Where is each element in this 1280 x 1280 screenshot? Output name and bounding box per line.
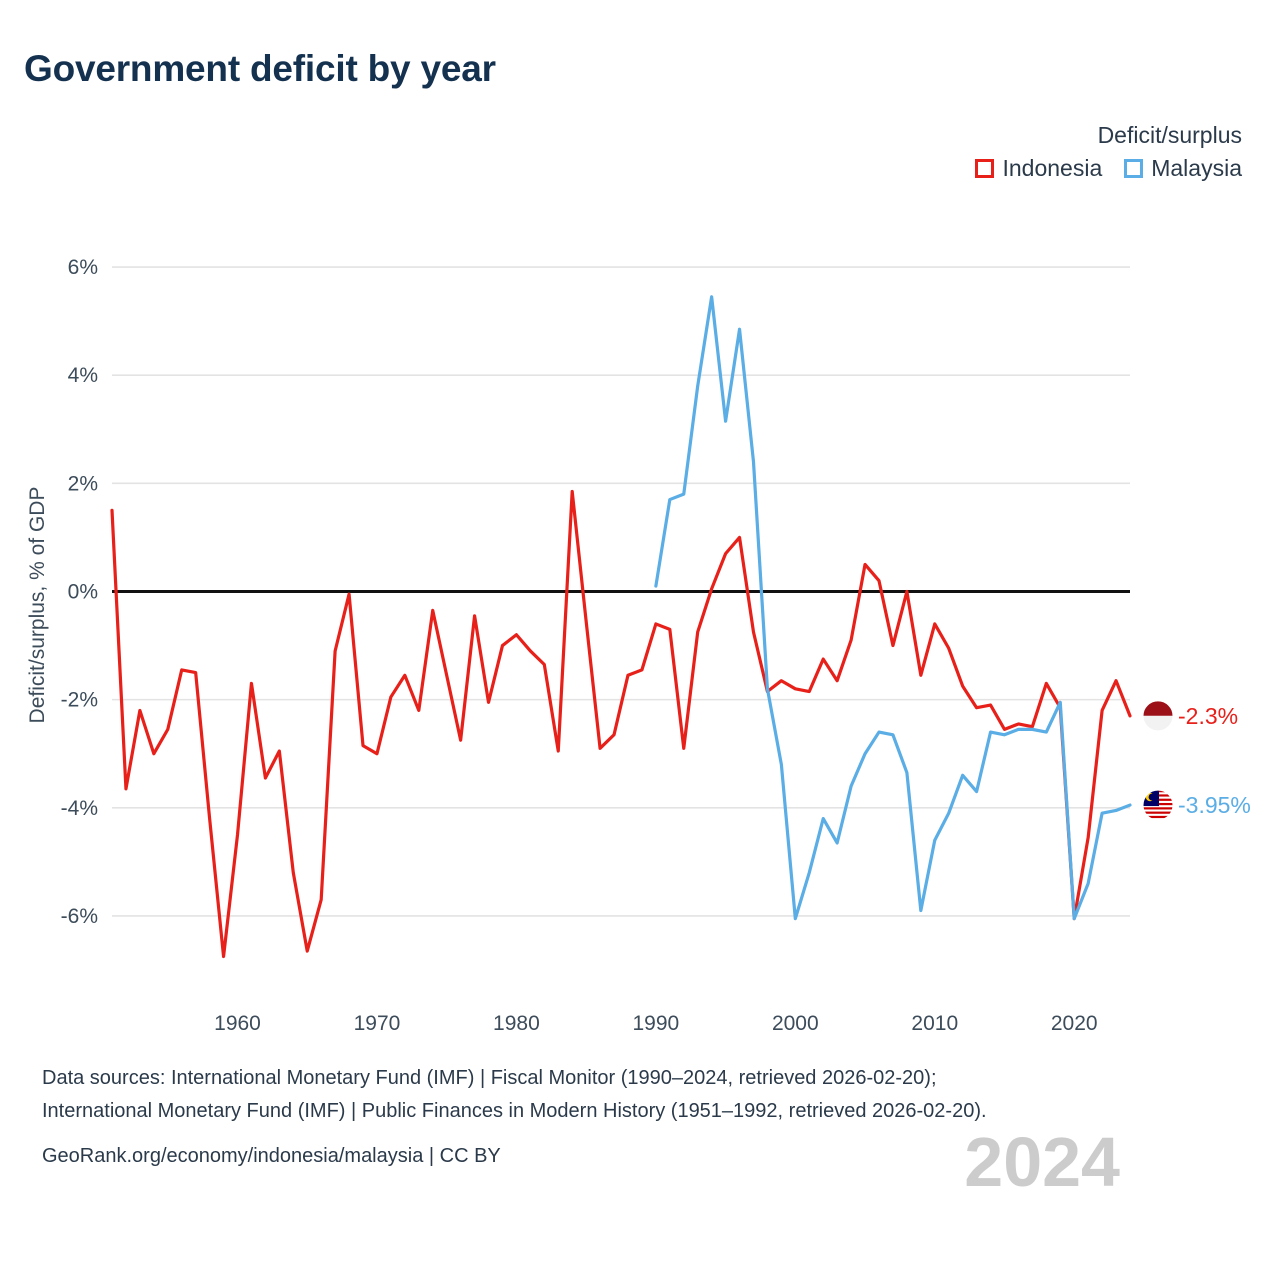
y-axis-tick-label: 0% [67, 580, 98, 604]
malaysia-end-label: -3.95% [1178, 792, 1251, 819]
y-axis-tick-label: -6% [60, 904, 98, 928]
series-line-indonesia [112, 491, 1130, 956]
y-axis-tick-label: -4% [60, 796, 98, 820]
series-line-malaysia [656, 297, 1130, 919]
x-axis-tick-label: 1960 [214, 1012, 261, 1035]
y-axis-title: Deficit/surplus, % of GDP [26, 486, 49, 724]
legend-title: Deficit/surplus [1097, 122, 1242, 148]
legend-label-indonesia: Indonesia [1002, 155, 1103, 181]
legend-swatch-indonesia [975, 159, 994, 178]
watermark-year: 2024 [964, 1123, 1120, 1201]
legend-label-malaysia: Malaysia [1151, 155, 1242, 181]
page-title: Government deficit by year [24, 48, 496, 89]
indonesia-flag-icon [1143, 701, 1173, 731]
x-axis-tick-label: 2010 [911, 1012, 959, 1035]
y-axis-tick-label: -2% [60, 688, 98, 712]
x-axis-tick-label: 1990 [632, 1012, 680, 1035]
line-chart [0, 200, 1280, 1040]
legend-item-malaysia[interactable] [1124, 155, 1242, 182]
y-axis-tick-label: 4% [67, 364, 98, 388]
x-axis-tick-label: 1970 [353, 1012, 401, 1035]
footer-sources-line1: Data sources: International Monetary Fund (IMF) | Fiscal Monitor (1990–2024, retrieved 2026-02-20); [42, 1067, 937, 1089]
x-axis-tick-label: 2000 [771, 1012, 819, 1035]
malaysia-flag-icon [1143, 790, 1173, 820]
plot-area [0, 200, 1280, 1040]
legend-item-indonesia[interactable] [975, 155, 1102, 182]
footer-sources-line2: International Monetary Fund (IMF) | Public Finances in Modern History (1951–1992, retrieved 2026-02-20). [42, 1100, 987, 1122]
footer [42, 1062, 1242, 1173]
x-axis-tick-label: 2020 [1050, 1012, 1098, 1035]
footer-attribution[interactable]: GeoRank.org/economy/indonesia/malaysia | CC BY [42, 1145, 501, 1167]
y-axis-tick-label: 2% [67, 472, 98, 496]
legend-swatch-malaysia [1124, 159, 1143, 178]
x-axis-tick-label: 1980 [493, 1012, 540, 1035]
y-axis-tick-label: 6% [67, 256, 98, 280]
indonesia-end-label: -2.3% [1178, 702, 1239, 729]
legend [975, 122, 1242, 182]
